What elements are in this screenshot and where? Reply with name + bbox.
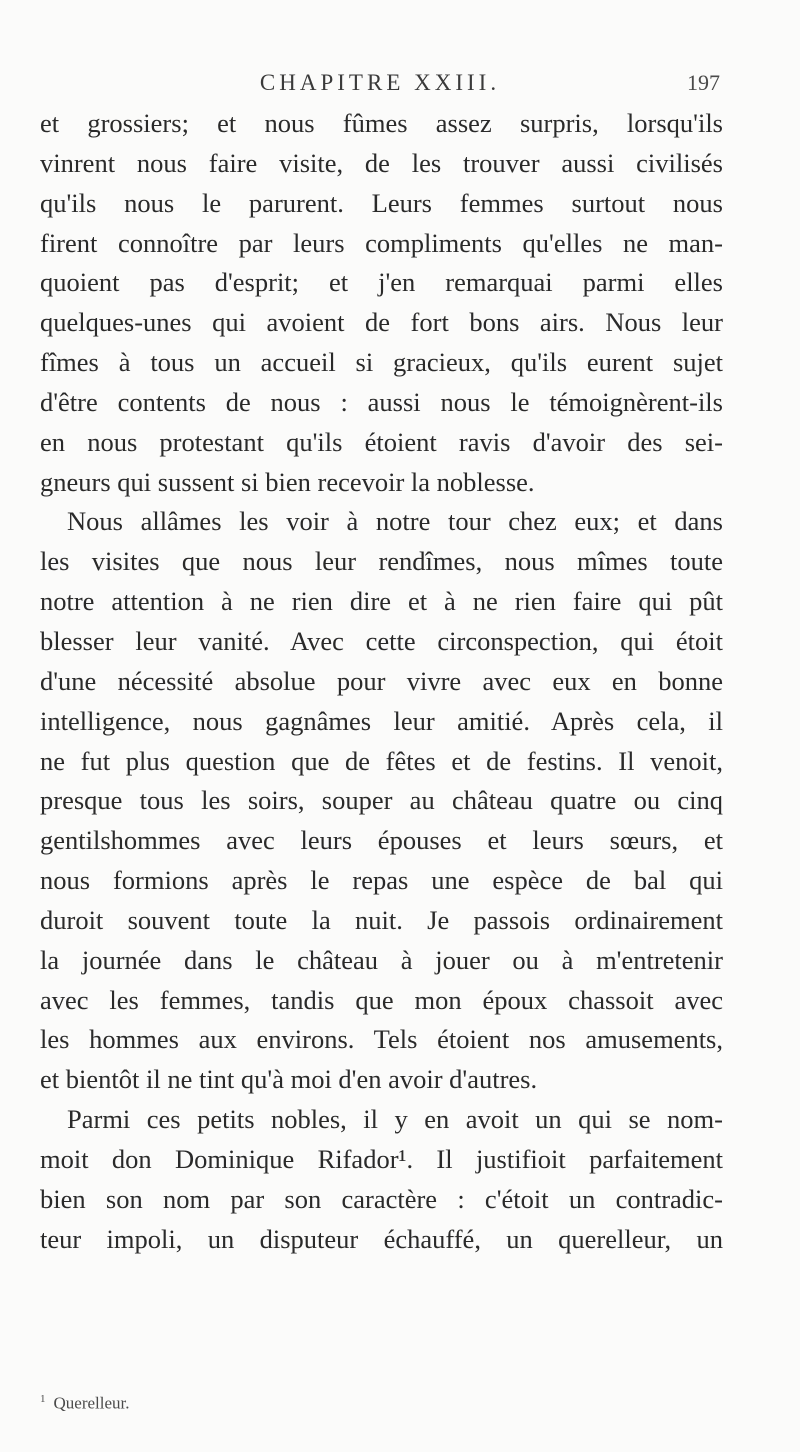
text-line: duroit souvent toute la nuit. Je passois ordinairement — [40, 904, 723, 935]
text-line: Nous allâmes les voir à notre tour chez eux; et dans — [67, 506, 723, 537]
page-header — [40, 70, 720, 100]
text-line: fîmes à tous un accueil si gracieux, qu'ils eurent sujet — [40, 347, 723, 378]
body-text — [40, 104, 723, 1259]
text-line: d'une nécessité absolue pour vivre avec eux en bonne — [40, 665, 723, 696]
paragraph — [40, 502, 723, 1100]
text-line: gentilshommes avec leurs épouses et leurs sœurs, et — [40, 825, 723, 856]
text-line: les visites que nous leur rendîmes, nous mîmes toute — [40, 546, 723, 577]
footnote — [40, 1393, 130, 1414]
text-line: bien son nom par son caractère : c'étoit un contradic- — [40, 1183, 723, 1214]
text-line: et grossiers; et nous fûmes assez surpris, lorsqu'ils — [40, 108, 723, 138]
text-line: blesser leur vanité. Avec cette circonspection, qui étoit — [40, 625, 723, 656]
text-line: nous formions après le repas une espèce de bal qui — [40, 865, 723, 896]
text-line: avec les femmes, tandis que mon époux chassoit avec — [40, 984, 723, 1015]
text-line: ne fut plus question que de fêtes et de festins. Il venoit, — [40, 745, 723, 776]
text-line: les hommes aux environs. Tels étoient nos amusements, — [40, 1024, 723, 1055]
text-line: et bientôt il ne tint qu'à moi d'en avoir d'autres. — [40, 1064, 538, 1095]
running-title: CHAPITRE XXIII. — [259, 70, 501, 95]
text-line: notre attention à ne rien dire et à ne rien faire qui pût — [40, 586, 723, 617]
text-line: presque tous les soirs, souper au château quatre ou cinq — [40, 785, 723, 816]
text-line: Parmi ces petits nobles, il y en avoit un qui se nom- — [67, 1104, 723, 1135]
paragraph — [40, 104, 723, 502]
page-number: 197 — [687, 70, 720, 95]
text-line: vinrent nous faire visite, de les trouver aussi civilisés — [40, 147, 723, 178]
text-line: la journée dans le château à jouer ou à m'entretenir — [40, 944, 723, 975]
text-line: moit don Dominique Rifador¹. Il justifioit parfaitement — [40, 1143, 723, 1174]
paragraph — [40, 1100, 723, 1259]
text-line: firent connoître par leurs compliments qu'elles ne man- — [40, 227, 723, 258]
text-line: gneurs qui sussent si bien recevoir la noblesse. — [40, 466, 535, 497]
footnote-mark: 1 — [40, 1393, 46, 1405]
text-line: quelques-unes qui avoient de fort bons airs. Nous leur — [40, 307, 723, 338]
footnote-text: Querelleur. — [53, 1393, 130, 1413]
text-line: qu'ils nous le parurent. Leurs femmes surtout nous — [40, 187, 723, 218]
text-line: teur impoli, un disputeur échauffé, un querelleur, un — [40, 1223, 723, 1254]
text-line: en nous protestant qu'ils étoient ravis d'avoir des sei- — [40, 426, 723, 457]
text-line: quoient pas d'esprit; et j'en remarquai parmi elles — [40, 267, 723, 298]
text-line: d'être contents de nous : aussi nous le témoignèrent-ils — [40, 386, 723, 417]
text-line: intelligence, nous gagnâmes leur amitié. Après cela, il — [40, 705, 723, 736]
